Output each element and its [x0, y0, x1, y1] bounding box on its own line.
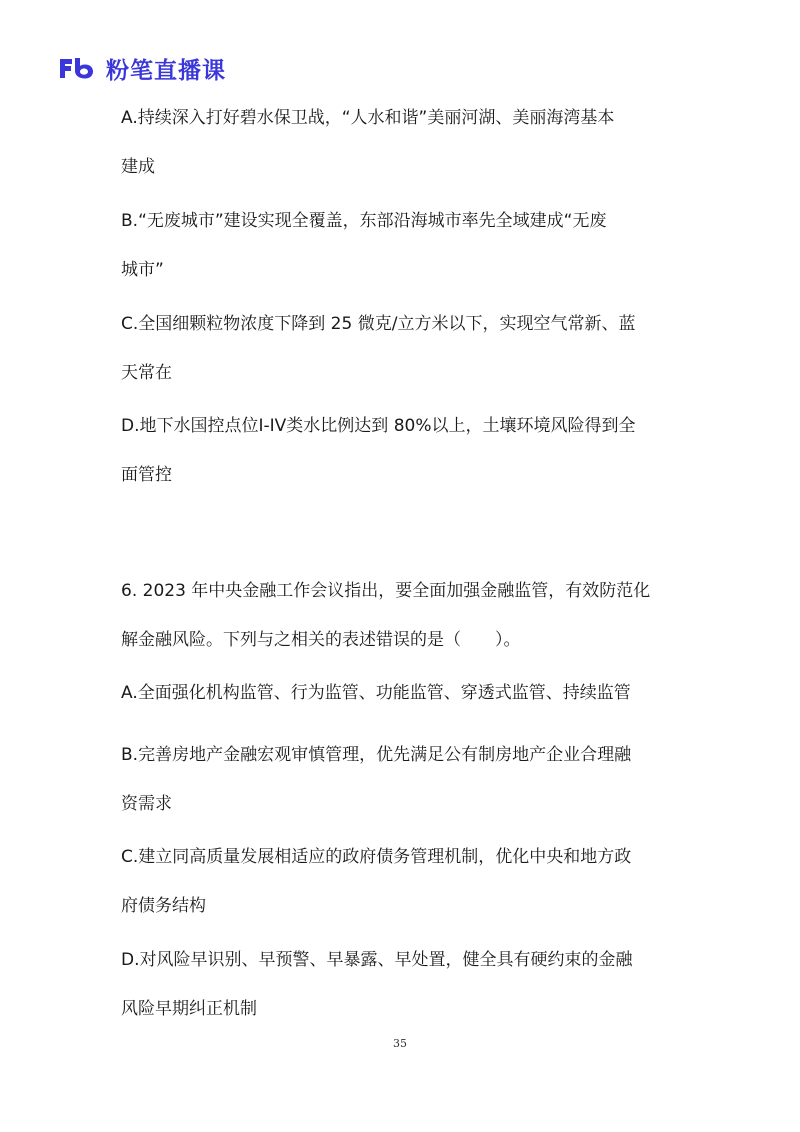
- fb-logo-icon: [58, 55, 98, 81]
- q5-option-c: [121, 300, 701, 398]
- text-line: A.持续深入打好碧水保卫战，“人水和谐”美丽河湖、美丽海湾基本: [121, 108, 615, 128]
- text-line: B.完善房地产金融宏观审慎管理，优先满足公有制房地产企业合理融: [121, 745, 632, 765]
- page-number: 35: [393, 1037, 407, 1050]
- text-line: 风险早期纠正机制: [121, 999, 257, 1019]
- q5-option-b: [121, 197, 701, 295]
- q6-option-b: [121, 731, 701, 829]
- text-line: A.全面强化机构监管、行为监管、功能监管、穿透式监管、持续监管: [121, 683, 631, 703]
- text-line: 6. 2023 年中央金融工作会议指出，要全面加强金融监管，有效防范化: [121, 581, 651, 601]
- text-line: D.对风险早识别、早预警、早暴露、早处置，健全具有硬约束的金融: [121, 950, 633, 970]
- q5-option-a: [121, 94, 701, 192]
- text-line: B.“无废城市”建设实现全覆盖，东部沿海城市率先全域建成“无废: [121, 211, 607, 231]
- text-line: D.地下水国控点位Ⅰ-IV类水比例达到 80%以上，土壤环境风险得到全: [121, 416, 636, 436]
- text-line: 解金融风险。下列与之相关的表述错误的是（ ）。: [121, 630, 521, 650]
- text-line: 建成: [121, 157, 155, 177]
- q6-option-c: [121, 833, 701, 931]
- text-line: 天常在: [121, 363, 172, 383]
- logo-text: 粉笔直播课: [106, 57, 226, 84]
- q6-option-a: [121, 669, 701, 718]
- text-line: C.全国细颗粒物浓度下降到 25 微克/立方米以下，实现空气常新、蓝: [121, 314, 636, 334]
- text-line: 资需求: [121, 794, 172, 814]
- text-line: 城市”: [121, 260, 164, 280]
- text-line: C.建立同高质量发展相适应的政府债务管理机制，优化中央和地方政: [121, 847, 632, 867]
- text-line: 面管控: [121, 465, 172, 485]
- q5-option-d: [121, 402, 701, 500]
- brand-logo: [58, 51, 226, 85]
- q6-option-d: [121, 936, 701, 1034]
- text-line: 府债务结构: [121, 896, 206, 916]
- q6-stem: [121, 567, 701, 665]
